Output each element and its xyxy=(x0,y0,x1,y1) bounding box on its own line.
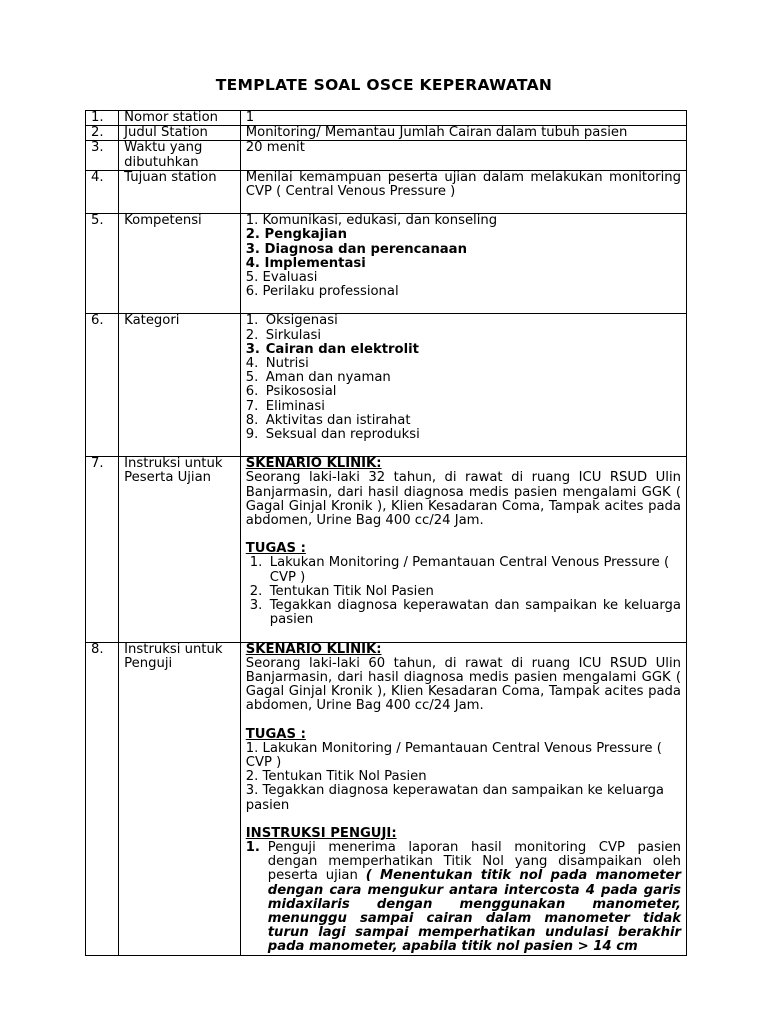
table-row xyxy=(86,170,687,213)
instruction-text: Penguji menerima laporan hasil monitoring CVP pasien dengan memperhatikan Titik Nol yang disampaikan oleh peserta ujian xyxy=(267,839,681,884)
competency-list xyxy=(240,214,686,314)
list-item: 5. Aman dan nyaman xyxy=(245,370,391,386)
row-label: Tujuan station xyxy=(119,170,241,213)
list-item: 6. Psikososial xyxy=(245,384,337,400)
task-item: 2. Tentukan Titik Nol Pasien xyxy=(249,583,434,599)
list-item: 1. Komunikasi, edukasi, dan konseling xyxy=(245,213,498,229)
row-label: Instruksi untuk Penguji xyxy=(119,642,241,955)
task-item: 2. Tentukan Titik Nol Pasien xyxy=(245,769,427,785)
row-label: Kategori xyxy=(119,314,241,457)
list-item: 1. Oksigenasi xyxy=(245,313,338,329)
objective-text: Menilai kemampuan peserta ujian dalam melakukan monitoring CVP ( Central Venous Pressure ) xyxy=(245,169,681,200)
scenario-heading: SKENARIO KLINIK: xyxy=(245,641,382,657)
row-label: Instruksi untuk Peserta Ujian xyxy=(119,457,241,642)
row-number: 2. xyxy=(86,126,119,141)
table-row xyxy=(86,214,687,314)
row-label: Kompetensi xyxy=(119,214,241,314)
tasks-heading: TUGAS : xyxy=(245,541,306,557)
table-row xyxy=(86,314,687,457)
page-title: TEMPLATE SOAL OSCE KEPERAWATAN xyxy=(215,76,553,94)
table-row xyxy=(86,111,687,126)
table-row xyxy=(86,642,687,955)
table-row xyxy=(86,457,687,642)
instruction-item: 1. Penguji menerima laporan hasil monitoring CVP pasien dengan memperhatikan Titik Nol yang disampaikan oleh peserta ujian ( Menentukan titik nol pada manometer dengan cara mengukur antara intercosta 4 pada garis midaxilaris dengan menggunakan manometer, menunggu sampai cairan dalam manometer tidak turun lagi sampai memperhatikan undulasi berakhir pada manometer, apabila titik nol pasien > 14 cm xyxy=(245,839,681,955)
list-item: 3. Diagnosa dan perencanaan xyxy=(245,241,467,257)
row-value: 20 menit xyxy=(240,141,686,170)
list-item: 4. Implementasi xyxy=(245,255,366,271)
examiner-instructions-heading: INSTRUKSI PENGUJI: xyxy=(245,825,397,841)
row-number: 5. xyxy=(86,214,119,314)
row-number: 8. xyxy=(86,642,119,955)
scenario-text: Seorang laki-laki 32 tahun, di rawat di ruang ICU RSUD Ulin Banjarmasin, dari hasil diagnosa medis pasien mengalami GGK ( Gagal Ginjal Kronik ), Klien Kesadaran Coma, Tampak acites pada abdomen, Urine Bag 400 cc/24 Jam. xyxy=(245,470,681,529)
row-value: Monitoring/ Memantau Jumlah Cairan dalam tubuh pasien xyxy=(240,126,686,141)
list-item: 6. Perilaku professional xyxy=(245,284,399,300)
list-item: 3. Cairan dan elektrolit xyxy=(245,341,419,357)
list-item: 2. Sirkulasi xyxy=(245,327,322,343)
osce-table xyxy=(85,110,687,956)
task-item: 1. Lakukan Monitoring / Pemantauan Central Venous Pressure ( CVP ) xyxy=(245,740,662,770)
row-value: 1 xyxy=(240,111,686,126)
list-item: 9. Seksual dan reproduksi xyxy=(245,427,420,443)
category-list xyxy=(240,314,686,457)
examiner-instructions xyxy=(240,642,686,955)
list-item: 2. Pengkajian xyxy=(245,227,347,243)
participant-instructions xyxy=(240,457,686,642)
list-item: 4. Nutrisi xyxy=(245,356,309,372)
row-number: 6. xyxy=(86,314,119,457)
list-item: 8. Aktivitas dan istirahat xyxy=(245,412,411,428)
row-value xyxy=(240,170,686,213)
row-label: Judul Station xyxy=(119,126,241,141)
instruction-bold-text: ( Menentukan titik nol pada manometer dengan cara mengukur antara intercosta 4 pada garis midaxilaris dengan menggunakan manometer, menunggu sampai cairan dalam manometer tidak turun lagi sampai memperhatikan undulasi berakhir pada manometer, apabila titik nol pasien > 14 cm xyxy=(267,868,681,955)
table-row xyxy=(86,126,687,141)
tasks-heading: TUGAS : xyxy=(245,726,306,742)
task-item: 3. Tegakkan diagnosa keperawatan dan sampaikan ke keluarga pasien xyxy=(245,783,665,813)
scenario-heading: SKENARIO KLINIK: xyxy=(245,456,382,472)
row-label: Waktu yang dibutuhkan xyxy=(119,141,241,170)
row-number: 3. xyxy=(86,141,119,170)
scenario-text: Seorang laki-laki 60 tahun, di rawat di ruang ICU RSUD Ulin Banjarmasin, dari hasil diagnosa medis pasien mengalami GGK ( Gagal Ginjal Kronik ), Klien Kesadaran Coma, Tampak acites pada abdomen, Urine Bag 400 cc/24 Jam. xyxy=(245,655,681,714)
row-number: 7. xyxy=(86,457,119,642)
task-item: 1. Lakukan Monitoring / Pemantauan Central Venous Pressure ( CVP ) xyxy=(249,555,670,585)
list-item: 5. Evaluasi xyxy=(245,270,318,286)
task-item: 3. Tegakkan diagnosa keperawatan dan sampaikan ke keluarga pasien xyxy=(249,598,681,628)
row-number: 1. xyxy=(86,111,119,126)
row-number: 4. xyxy=(86,170,119,213)
table-row xyxy=(86,141,687,170)
list-item: 7. Eliminasi xyxy=(245,398,325,414)
row-label: Nomor station xyxy=(119,111,241,126)
